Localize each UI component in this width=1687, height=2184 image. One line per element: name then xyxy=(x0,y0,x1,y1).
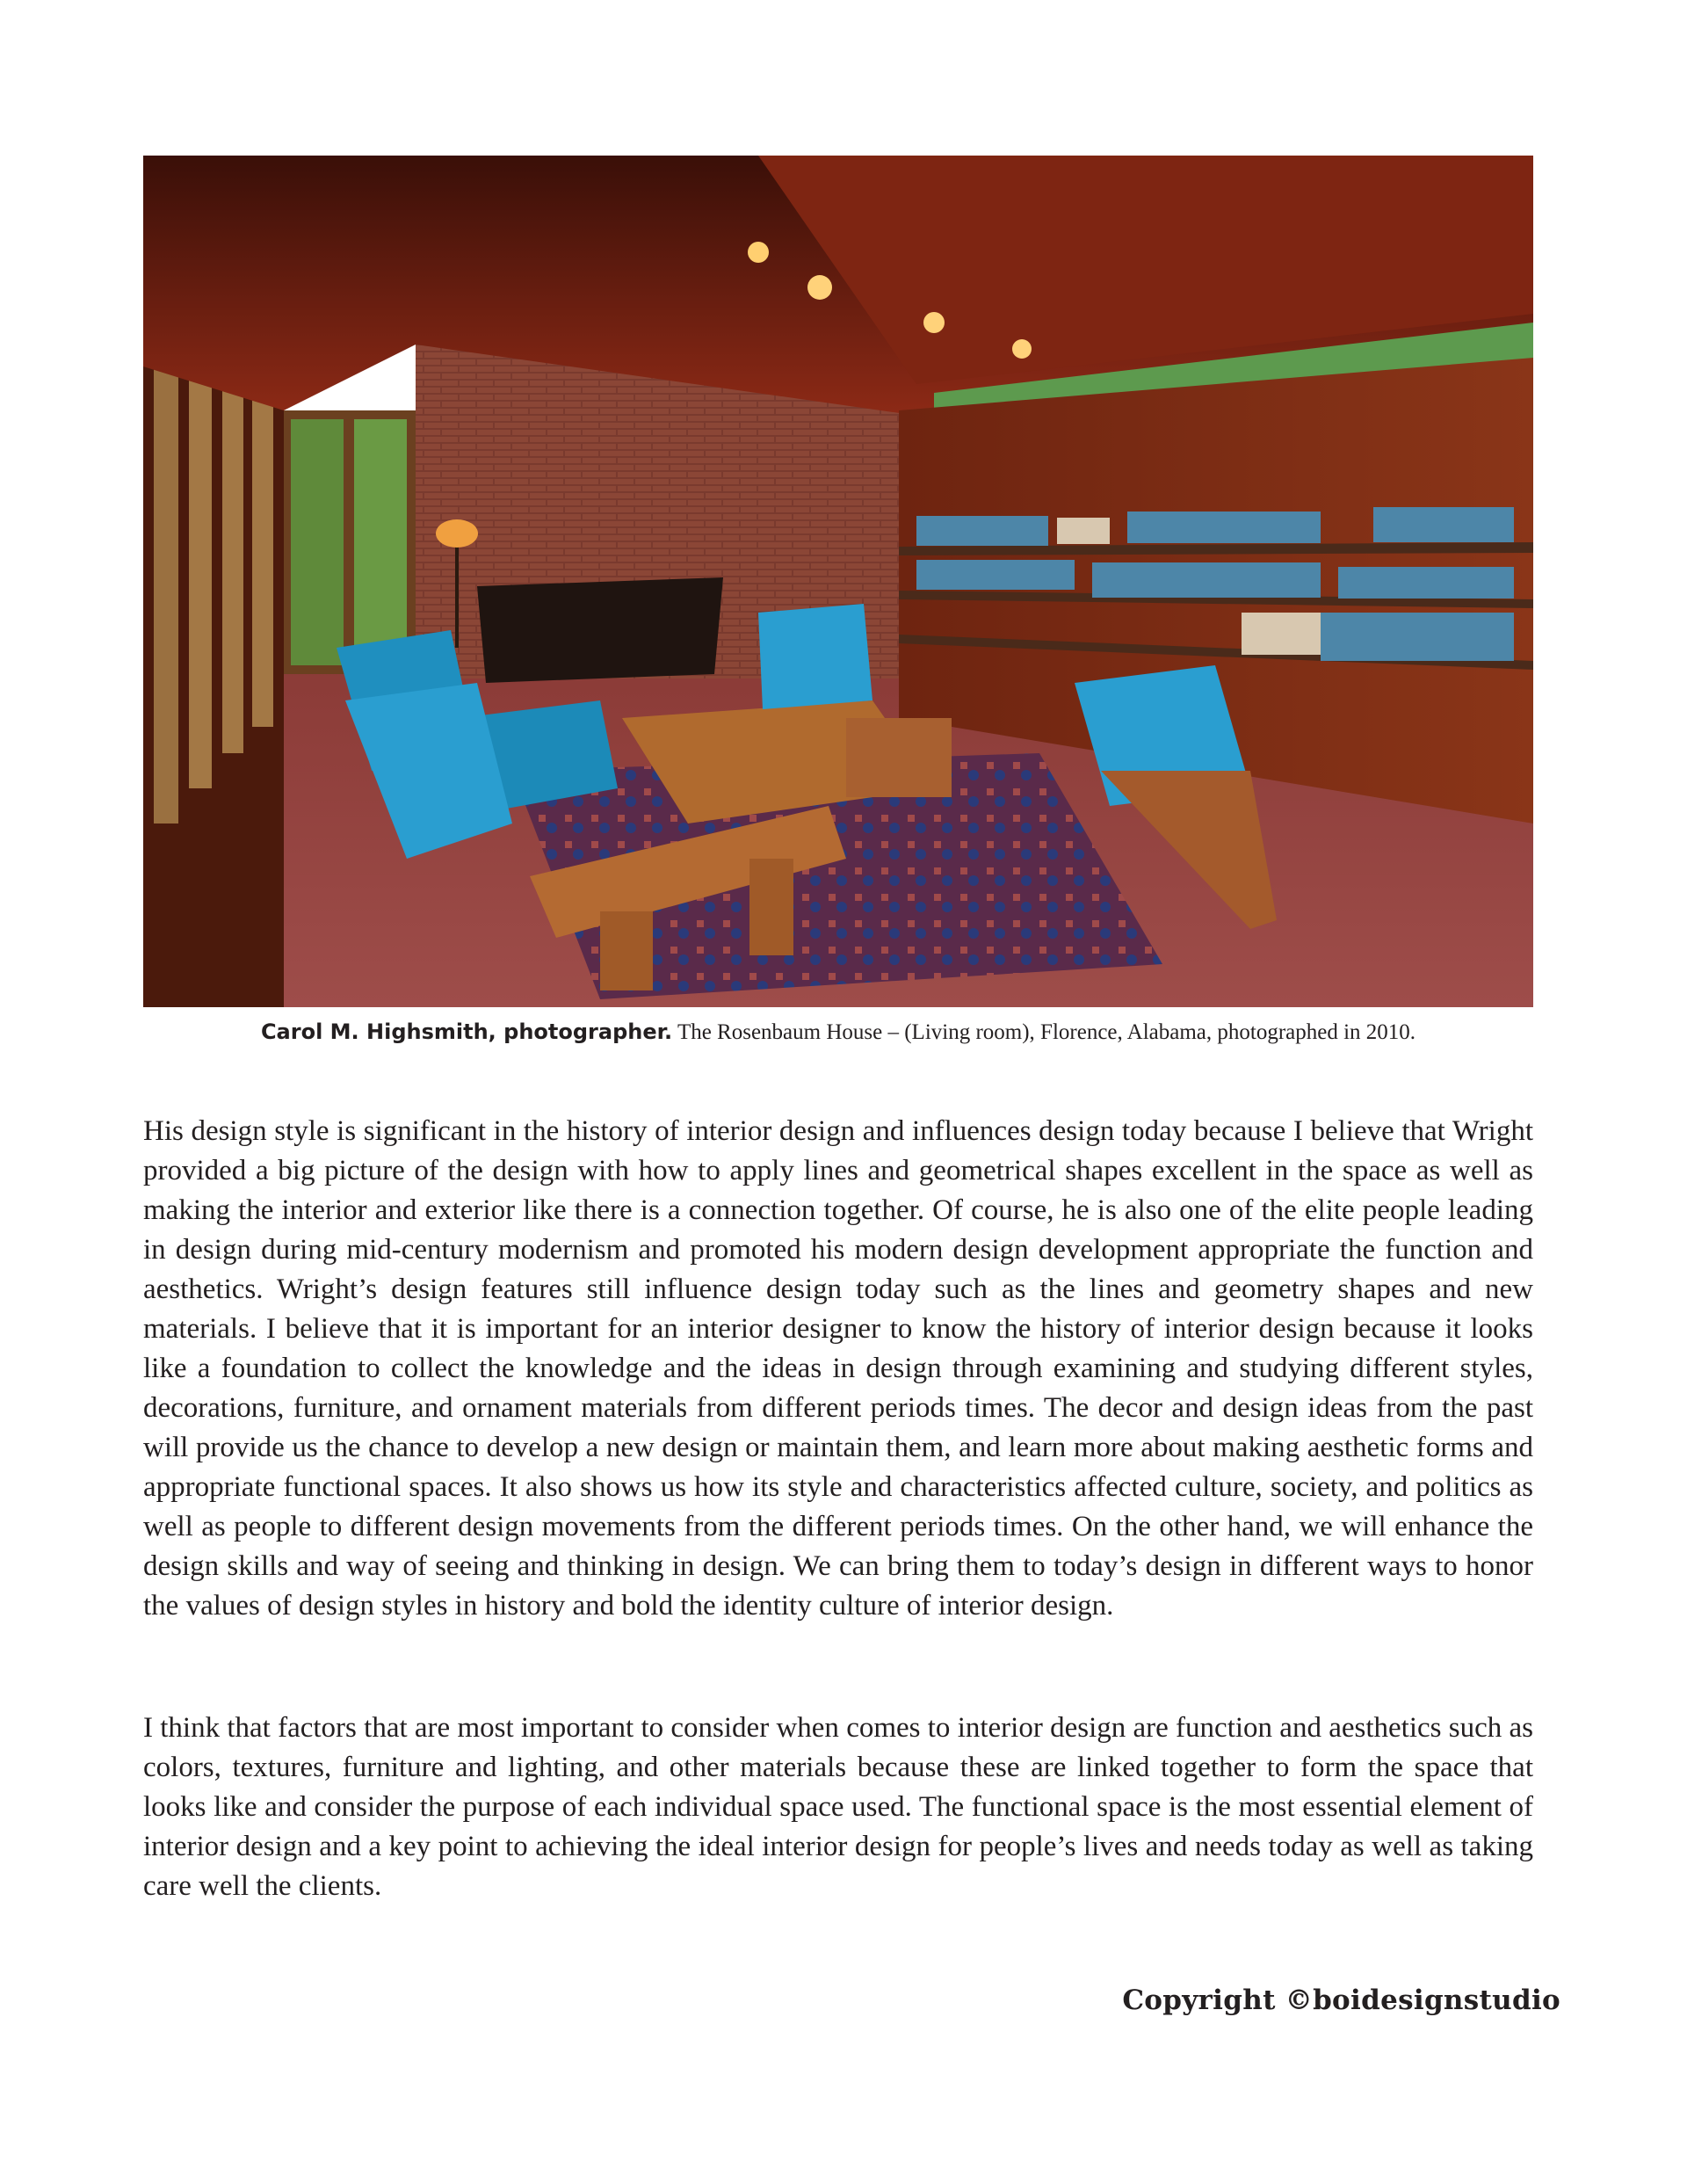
caption-credit: Carol M. Highsmith, photographer. xyxy=(260,1019,673,1044)
body-paragraph-2: I think that factors that are most important to consider when comes to interior design are function and aesthetics such as colors, textures, furniture and lighting, and other materials because these are linked together to form the space that looks like and consider the purpose of each individual space used. The functional space is the most essential element of interior design and a key point to achieving the ideal interior design for people’s lives and needs today as well as taking care well the clients. xyxy=(143,1712,1533,1902)
copyright-notice: Copyright ©boidesignstudio xyxy=(1122,1984,1560,2016)
caption-text: The Rosenbaum House – (Living room), Florence, Alabama, photographed in 2010. xyxy=(672,1020,1416,1044)
photo-caption xyxy=(143,1018,1533,1047)
living-room-illustration xyxy=(143,156,1533,1007)
body-paragraph-1: His design style is significant in the history of interior design and influences design today because I believe that Wright provided a big picture of the design with how to apply lines and geometrical shapes excellent in the space as well as making the interior and exterior like there is a connection together. Of course, he is also one of the elite people leading in design during mid-century modernism and promoted his modern design development appropriate the function and aesthetics. Wright’s design features still influence design today such as the lines and geometry shapes and new materials. I believe that it is important for an interior designer to know the history of interior design because it looks like a foundation to collect the knowledge and the ideas in design through examining and studying different styles, decorations, furniture, and ornament materials from different periods times. The decor and design ideas from the past will provide us the chance to develop a new design or maintain them, and learn more about making aesthetic forms and appropriate functional spaces. It also shows us how its style and characteristics affected culture, society, and politics as well as people to different design movements from the different periods times. On the other hand, we will enhance the design skills and way of seeing and thinking in design. We can bring them to today’s design in different ways to honor the values of design styles in history and bold the identity culture of interior design. xyxy=(143,1115,1533,1622)
living-room-photo xyxy=(143,156,1533,1007)
